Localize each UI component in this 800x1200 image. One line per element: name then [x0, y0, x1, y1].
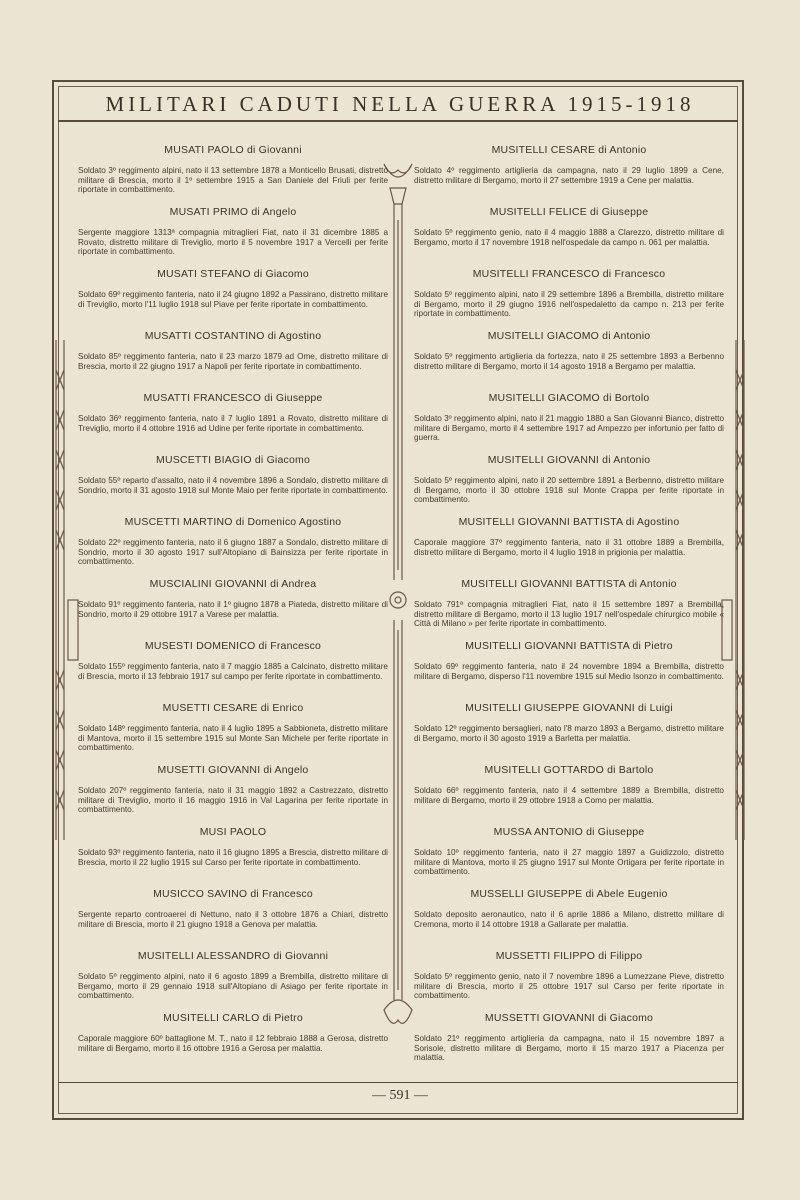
- list-item: [78, 1000, 388, 1062]
- entry-text: Soldato 207º reggimento fanteria, nato il 31 maggio 1892 a Castrezzato, distretto militare di Treviglio, morto il 16 maggio 1916 in Val Lagarina per ferite riportate in combattimento.: [78, 786, 388, 815]
- entry-name: MUSITELLI GOTTARDO di Bartolo: [484, 764, 654, 776]
- list-item: [414, 938, 724, 1000]
- entry-name: MUSCETTI MARTINO di Domenico Agostino: [124, 516, 342, 528]
- entry-name: MUSITELLI GIOVANNI di Antonio: [487, 454, 651, 466]
- list-item: [414, 628, 724, 690]
- right-column: [414, 132, 724, 1062]
- entry-text: Soldato 93º reggimento fanteria, nato il 16 giugno 1895 a Brescia, distretto militare di Brescia, morto il 22 luglio 1915 sul Carso per ferite riportate in combattimento.: [78, 848, 388, 867]
- list-item: [78, 132, 388, 194]
- list-item: [78, 380, 388, 442]
- entry-text: Soldato 5º reggimento alpini, nato il 20 settembre 1891 a Berbenno, distretto militare di Bergamo, morto il 30 ottobre 1918 sul Monte Crappa per ferite riportate in combattimento.: [414, 476, 724, 505]
- list-item: [414, 814, 724, 876]
- list-item: [414, 256, 724, 318]
- list-item: [414, 876, 724, 938]
- entry-name: MUSESTI DOMENICO di Francesco: [144, 640, 322, 652]
- list-item: [78, 628, 388, 690]
- list-item: [414, 690, 724, 752]
- list-item: [414, 194, 724, 256]
- entry-name: MUSITELLI GIOVANNI BATTISTA di Pietro: [465, 640, 673, 652]
- entry-name: MUSATI PRIMO di Angelo: [169, 206, 297, 218]
- entry-name: MUSITELLI GIUSEPPE GIOVANNI di Luigi: [465, 702, 673, 714]
- entry-name: MUSATI STEFANO di Giacomo: [157, 268, 309, 280]
- list-item: [78, 690, 388, 752]
- list-item: [414, 504, 724, 566]
- entry-name: MUSSETTI GIOVANNI di Giacomo: [484, 1012, 654, 1024]
- left-column: [78, 132, 388, 1062]
- entry-text: Soldato 5º reggimento genio, nato il 4 maggio 1888 a Clarezzo, distretto militare di Bergamo, morto il 17 novembre 1918 nell'ospedale da campo n. 061 per malattia.: [414, 228, 724, 247]
- entry-name: MUSITELLI ALESSANDRO di Giovanni: [137, 950, 329, 962]
- page-number: — 591 —: [372, 1088, 428, 1103]
- entry-text: Soldato 4º reggimento artiglieria da campagna, nato il 29 luglio 1899 a Cene, distretto militare di Bergamo, morto il 27 settembre 1919 a Cene per malattia.: [414, 166, 724, 185]
- header-divider: [58, 120, 738, 122]
- entry-text: Soldato 69º reggimento fanteria, nato il 24 novembre 1894 a Brembilla, distretto militare di Bergamo, disperso l'11 novembre 1915 sul Medio Isonzo in combattimento.: [414, 662, 724, 681]
- list-item: [414, 566, 724, 628]
- entry-name: MUSCIALINI GIOVANNI di Andrea: [149, 578, 317, 590]
- entry-text: Soldato 155º reggimento fanteria, nato il 7 maggio 1885 a Calcinato, distretto militare di Brescia, morto il 13 febbraio 1917 sul campo per ferite riportate in combattimento.: [78, 662, 388, 681]
- list-item: [78, 566, 388, 628]
- entry-name: MUSATTI COSTANTINO di Agostino: [144, 330, 322, 342]
- entry-name: MUSATI PAOLO di Giovanni: [164, 144, 302, 156]
- list-item: [414, 442, 724, 504]
- list-item: [78, 876, 388, 938]
- entry-text: Soldato 5º reggimento genio, nato il 7 novembre 1896 a Lumezzane Pieve, distretto militare di Brescia, morto il 25 ottobre 1917 sul Carso per ferite riportate in combattimento.: [414, 972, 724, 1001]
- entry-name: MUSI PAOLO: [199, 826, 267, 838]
- page-title: MILITARI CADUTI NELLA GUERRA 1915-1918: [105, 92, 695, 116]
- entry-name: MUSICCO SAVINO di Francesco: [153, 888, 313, 900]
- entry-name: MUSITELLI GIACOMO di Bortolo: [488, 392, 650, 404]
- entry-name: MUSSELLI GIUSEPPE di Abele Eugenio: [470, 888, 668, 900]
- entry-text: Soldato 91º reggimento fanteria, nato il 1º giugno 1878 a Piateda, distretto militare di Sondrio, morto il 29 ottobre 1917 a Varese per malattia.: [78, 600, 388, 619]
- entry-text: Caporale maggiore 60º battaglione M. T., nato il 12 febbraio 1888 a Gerosa, distretto militare di Bergamo, morto il 16 ottobre 1916 a Gerosa per malattia.: [78, 1034, 388, 1053]
- fasces-ornament-right-icon: [720, 330, 760, 850]
- entry-name: MUSITELLI FELICE di Giuseppe: [489, 206, 649, 218]
- entry-text: Sergente reparto controaerei di Nettuno, nato il 3 ottobre 1876 a Chiari, distretto militare di Brescia, morto il 21 giugno 1918 a Genova per malattia.: [78, 910, 388, 929]
- list-item: [414, 1000, 724, 1062]
- entry-name: MUSITELLI CARLO di Pietro: [163, 1012, 303, 1024]
- list-item: [78, 318, 388, 380]
- entry-name: MUSETTI CESARE di Enrico: [162, 702, 304, 714]
- entry-name: MUSITELLI GIOVANNI BATTISTA di Antonio: [461, 578, 677, 590]
- entry-text: Soldato 36º reggimento fanteria, nato il 7 luglio 1891 a Rovato, distretto militare di Treviglio, morto il 4 ottobre 1916 ad Udine per ferite riportate in combattimento.: [78, 414, 388, 433]
- entry-text: Soldato 3º reggimento alpini, nato il 21 maggio 1880 a San Giovanni Bianco, distretto militare di Bergamo, morto il 4 settembre 1917 ad Ampezzo per infortunio per fatto di guerra.: [414, 414, 724, 443]
- entry-name: MUSATTI FRANCESCO di Giuseppe: [143, 392, 323, 404]
- entry-text: Soldato 21º reggimento artiglieria da campagna, nato il 15 novembre 1897 a Sorisole, distretto militare di Bergamo, morto il 15 marzo 1917 a Piacenza per malattia.: [414, 1034, 724, 1063]
- entry-text: Soldato 148º reggimento fanteria, nato il 4 luglio 1895 a Sabbioneta, distretto militare di Mantova, morto il 15 settembre 1915 sul Monte San Michele per ferite riportate in combattimento.: [78, 724, 388, 753]
- entry-text: Soldato 5º reggimento alpini, nato il 6 agosto 1899 a Brembilla, distretto militare di Bergamo, morto il 29 gennaio 1918 sull'Altopiano di Asiago per ferite riportate in combattimento.: [78, 972, 388, 1001]
- entry-name: MUSCETTI BIAGIO di Giacomo: [156, 454, 310, 466]
- list-item: [414, 318, 724, 380]
- entry-name: MUSITELLI GIACOMO di Antonio: [487, 330, 651, 342]
- list-item: [414, 132, 724, 194]
- entry-text: Soldato 791ª compagnia mitraglieri Fiat, nato il 15 settembre 1897 a Brembilla, distretto militare di Bergamo, morto il 13 luglio 1917 nell'ospedale chirurgico mobile « Città di Milano » per ferite riportate in combattimento.: [414, 600, 724, 629]
- footer-divider: [58, 1082, 738, 1083]
- entry-text: Soldato 22º reggimento fanteria, nato il 6 giugno 1887 a Sondalo, distretto militare di Sondrio, morto il 30 agosto 1917 sull'Altopiano di Bainsizza per ferite riportate in combattimento.: [78, 538, 388, 567]
- entry-text: Soldato 10º reggimento fanteria, nato il 27 maggio 1897 a Guidizzolo, distretto militare di Mantova, morto il 25 giugno 1917 sul Monte Ortigara per ferite riportate in combattimento.: [414, 848, 724, 877]
- list-item: [414, 752, 724, 814]
- entry-name: MUSITELLI GIOVANNI BATTISTA di Agostino: [458, 516, 680, 528]
- entry-name: MUSSETTI FILIPPO di Filippo: [495, 950, 643, 962]
- entry-text: Soldato 55º reparto d'assalto, nato il 4 novembre 1896 a Sondalo, distretto militare di Sondrio, morto il 31 agosto 1918 sul Monte Maio per ferite riportate in combattimento.: [78, 476, 388, 495]
- list-item: [414, 380, 724, 442]
- list-item: [78, 256, 388, 318]
- entry-name: MUSSA ANTONIO di Giuseppe: [493, 826, 645, 838]
- entry-text: Soldato 5º reggimento alpini, nato il 29 settembre 1896 a Brembilla, distretto militare di Bergamo, morto il 29 giugno 1916 nell'ospedaletto da campo n. 213 per ferite riportate in combattimento.: [414, 290, 724, 319]
- list-item: [78, 194, 388, 256]
- entry-text: Sergente maggiore 1313ª compagnia mitraglieri Fiat, nato il 31 dicembre 1885 a Rovato, distretto militare di Treviglio, morto il 5 novembre 1917 a Vercelli per ferite riportate in combattimento.: [78, 228, 388, 257]
- entry-text: Soldato 66º reggimento fanteria, nato il 4 settembre 1889 a Brembilla, distretto militare di Bergamo, morto il 29 ottobre 1918 a Como per malattia.: [414, 786, 724, 805]
- list-item: [78, 814, 388, 876]
- entry-name: MUSITELLI FRANCESCO di Francesco: [472, 268, 666, 280]
- entry-text: Soldato 69º reggimento fanteria, nato il 24 giugno 1892 a Passirano, distretto militare di Treviglio, morto l'11 luglio 1918 sul Piave per ferite riportate in combattimento.: [78, 290, 388, 309]
- entry-text: Soldato 12º reggimento bersaglieri, nato l'8 marzo 1893 a Bergamo, distretto militare di Bergamo, morto il 30 agosto 1919 a Barletta per malattia.: [414, 724, 724, 743]
- entry-text: Soldato 85º reggimento fanteria, nato il 23 marzo 1879 ad Ome, distretto militare di Brescia, morto il 22 giugno 1917 a Napoli per ferite riportate in combattimento.: [78, 352, 388, 371]
- entry-text: Soldato deposito aeronautico, nato il 6 aprile 1886 a Milano, distretto militare di Cremona, morto il 14 ottobre 1918 a Gallarate per malattia.: [414, 910, 724, 929]
- entry-name: MUSETTI GIOVANNI di Angelo: [157, 764, 309, 776]
- list-item: [78, 442, 388, 504]
- list-item: [78, 938, 388, 1000]
- entry-text: Soldato 3º reggimento alpini, nato il 13 settembre 1878 a Monticello Brusati, distretto militare di Brescia, morto il 1º settembre 1915 a San Daniele del Friuli per ferite riportate in combattimento.: [78, 166, 388, 195]
- entry-name: MUSITELLI CESARE di Antonio: [491, 144, 647, 156]
- entry-text: Caporale maggiore 37º reggimento fanteria, nato il 31 ottobre 1889 a Brembilla, distretto militare di Bergamo, morto il 4 luglio 1918 in prigionia per malattia.: [414, 538, 724, 557]
- list-item: [78, 504, 388, 566]
- list-item: [78, 752, 388, 814]
- fasces-ornament-left-icon: [40, 330, 80, 850]
- entry-text: Soldato 5º reggimento artiglieria da fortezza, nato il 25 settembre 1893 a Berbenno distretto militare di Bergamo, morto il 14 agosto 1918 a Bergamo per malattia.: [414, 352, 724, 371]
